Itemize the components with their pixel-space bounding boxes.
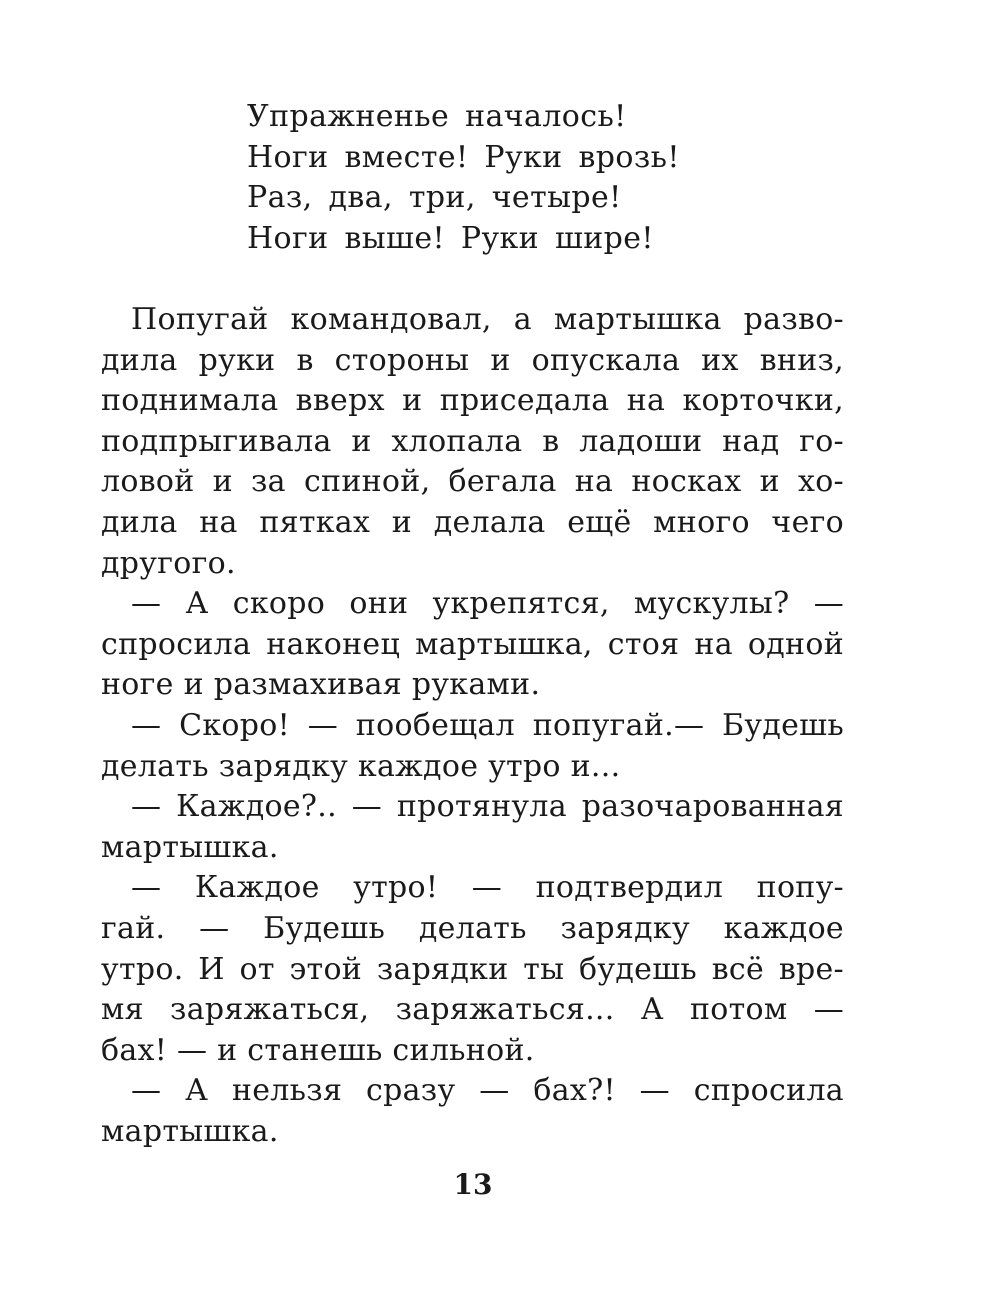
text-line: другого.: [101, 545, 236, 581]
text-line: Попугай командовал, а мартышка разво-: [131, 302, 844, 337]
text-line: — Каждое утро! — подтвердил попу-: [131, 870, 844, 906]
text-line: — Скоро! — пообещал попугай.— Будешь: [131, 707, 844, 743]
poem-line: Ноги выше! Руки шире!: [247, 220, 654, 256]
text-line: поднимала вверх и приседала на корточки,: [101, 383, 844, 419]
page-number: 13: [453, 1168, 493, 1201]
text-line: делать зарядку каждое утро и...: [101, 748, 621, 784]
text-line: гай. — Будешь делать зарядку каждое: [101, 910, 844, 946]
text-line: мартышка.: [101, 1113, 279, 1149]
text-line: спросила наконец мартышка, стоя на одной: [101, 626, 844, 662]
text-line: подпрыгивала и хлопала в ладоши над го-: [101, 423, 844, 459]
text-line: дила руки в стороны и опускала их вниз,: [101, 342, 844, 378]
text-line: ловой и за спиной, бегала на носках и хо-: [101, 464, 844, 500]
prose-text: [101, 300, 844, 1152]
poem-line: Ноги вместе! Руки врозь!: [247, 139, 680, 175]
poem-line: Упражненье началось!: [247, 99, 627, 134]
poem-line: Раз, два, три, четыре!: [247, 180, 622, 215]
text-line: бах! — и станешь сильной.: [101, 1032, 535, 1068]
text-line: — А скоро они укрепятся, мускулы? —: [131, 586, 844, 622]
text-line: — Каждое?.. — протянула разочарованная: [131, 789, 844, 825]
text-line: мя заряжаться, заряжаться... А потом —: [101, 992, 844, 1028]
text-line: — А нельзя сразу — бах?! — спросила: [131, 1073, 844, 1109]
poem-stanza: [247, 97, 680, 259]
text-line: мартышка.: [101, 829, 279, 865]
text-line: утро. И от этой зарядки ты будешь всё вре-: [101, 951, 844, 987]
text-line: ноге и размахивая руками.: [101, 667, 541, 703]
text-line: дила на пятках и делала ещё много чего: [101, 504, 844, 540]
